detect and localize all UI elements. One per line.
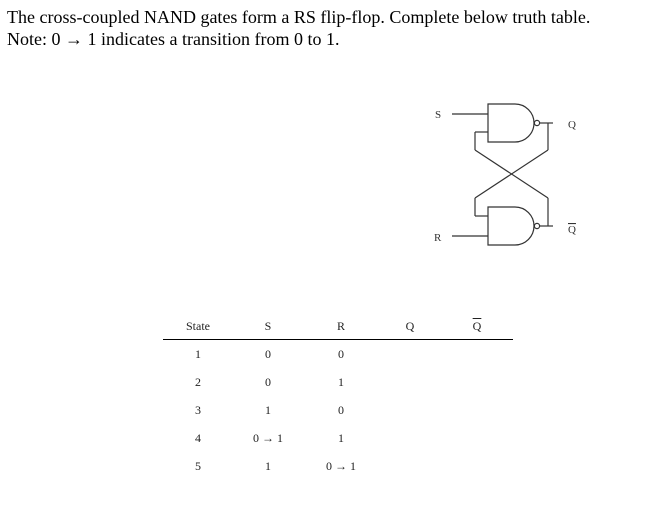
- cell-r: 0: [338, 402, 344, 417]
- header-r: R: [303, 313, 379, 340]
- bottom-nand-gate: [488, 207, 534, 245]
- truth-table: [163, 313, 513, 480]
- top-nand-bubble: [534, 120, 539, 125]
- table-row: [163, 340, 513, 369]
- cell-state: 2: [195, 374, 201, 389]
- table-row: [163, 424, 513, 452]
- cell-s: 1: [265, 458, 271, 473]
- cell-s: 1: [265, 402, 271, 417]
- cell-r: 0 → 1: [326, 458, 356, 473]
- cell-state: 4: [195, 430, 201, 445]
- cell-state: 3: [195, 402, 201, 417]
- label-s: S: [435, 109, 442, 121]
- table-row: [163, 452, 513, 480]
- cell-s: 0 → 1: [253, 430, 283, 445]
- header-state: State: [163, 313, 233, 340]
- table-row: [163, 396, 513, 424]
- header-qbar: Q: [441, 313, 513, 340]
- label-r: R: [434, 232, 442, 244]
- cell-qbar: [441, 452, 513, 480]
- question-line-1: The cross-coupled NAND gates form a RS flip-flop. Complete below truth table.: [7, 7, 591, 27]
- cell-s: 0: [265, 346, 271, 361]
- cell-qbar: [441, 396, 513, 424]
- cell-q: [379, 396, 441, 424]
- header-s: S: [233, 313, 303, 340]
- cell-q: [379, 368, 441, 396]
- top-nand-gate: [488, 104, 534, 142]
- bottom-nand-bubble: [534, 223, 539, 228]
- cell-q: [379, 340, 441, 369]
- label-qbar: Q: [568, 224, 576, 236]
- table-row: [163, 368, 513, 396]
- cell-q: [379, 424, 441, 452]
- right-arrow-icon: →: [65, 29, 83, 49]
- note-suffix: 1 indicates a transition from 0 to 1.: [83, 29, 340, 49]
- cell-qbar: [441, 424, 513, 452]
- header-q: Q: [379, 313, 441, 340]
- cell-r: 0: [338, 346, 344, 361]
- cell-state: 1: [195, 346, 201, 361]
- cell-r: 1: [338, 374, 344, 389]
- cell-q: [379, 452, 441, 480]
- cell-s: 0: [265, 374, 271, 389]
- cell-state: 5: [195, 458, 201, 473]
- cell-qbar: [441, 368, 513, 396]
- label-q: Q: [568, 119, 576, 131]
- cell-r: 1: [338, 430, 344, 445]
- cell-qbar: [441, 340, 513, 369]
- note-prefix: Note: 0: [7, 29, 65, 49]
- table-header-row: [163, 313, 513, 340]
